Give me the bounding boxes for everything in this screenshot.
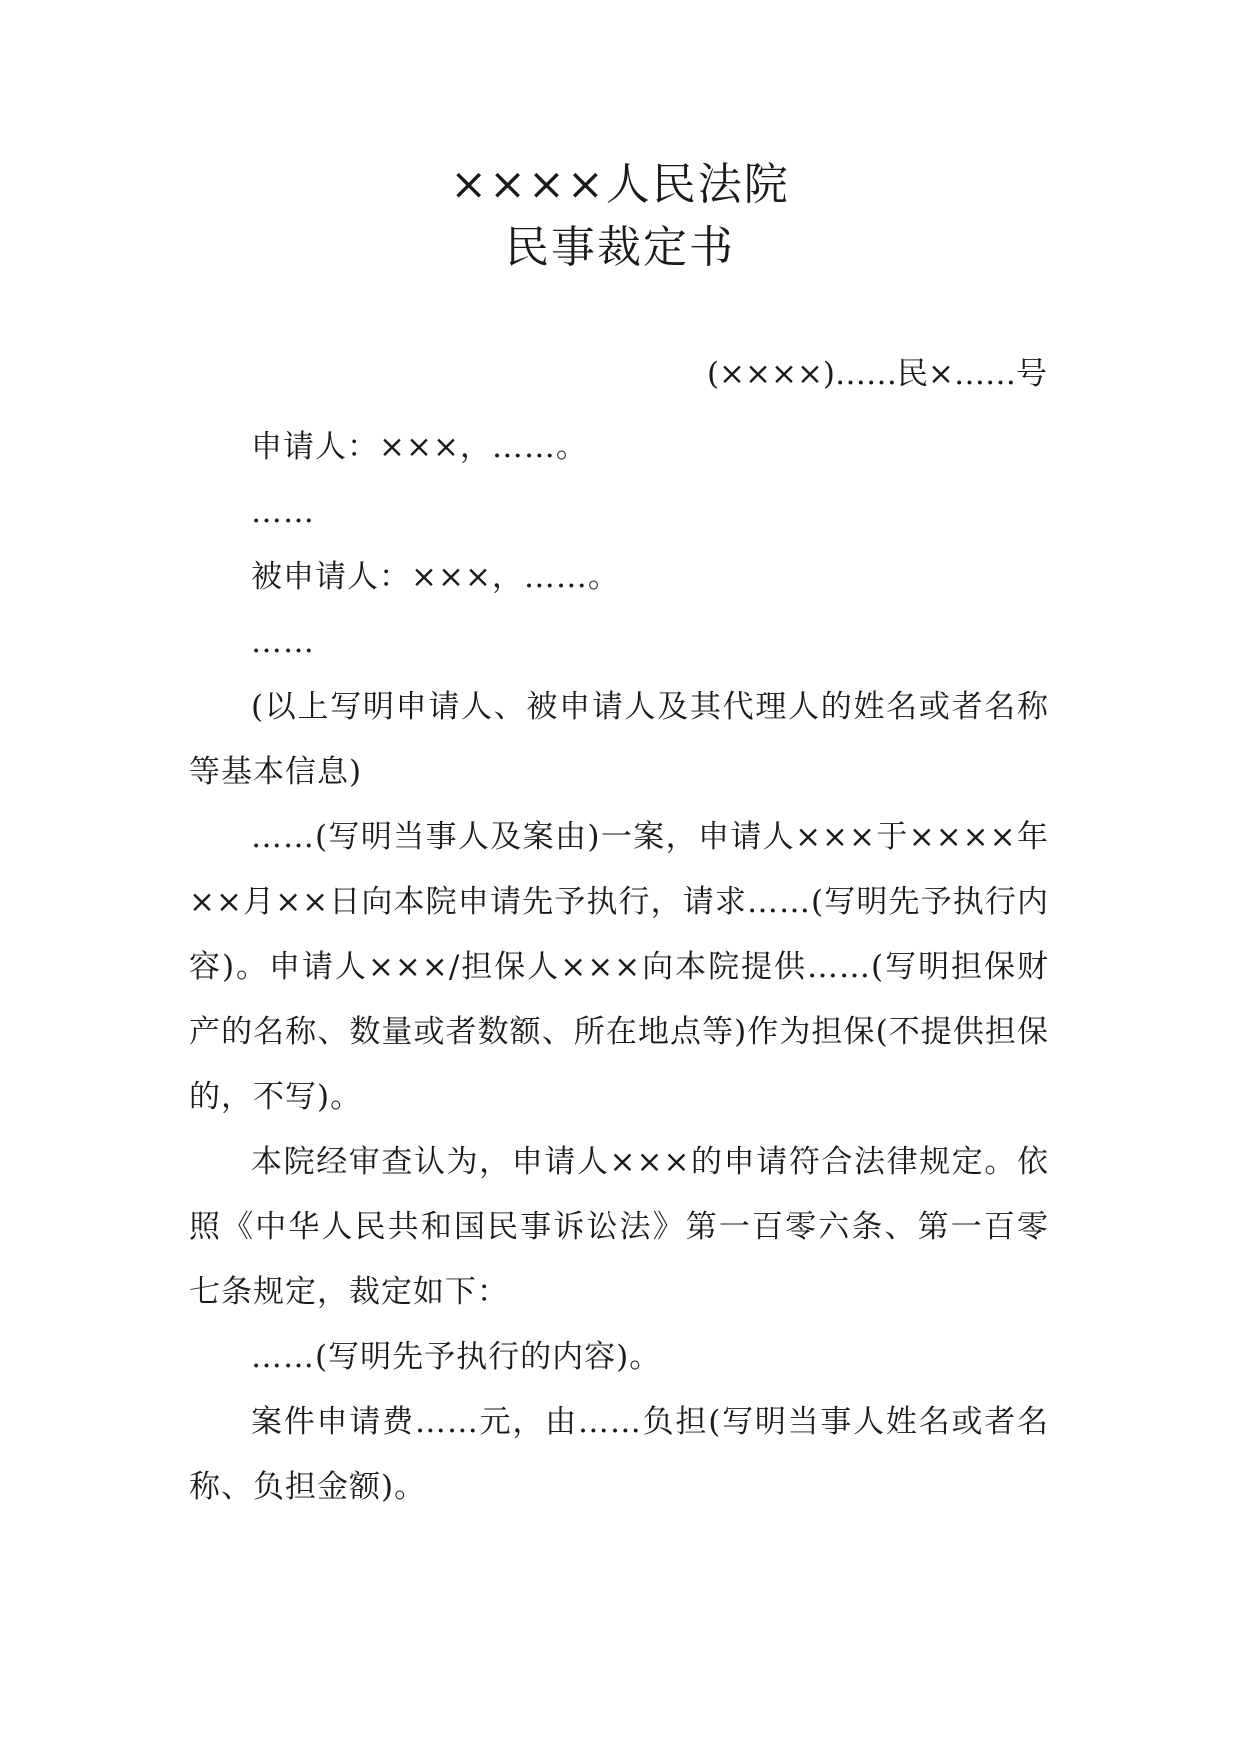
parties-note: (以上写明申请人、被申请人及其代理人的姓名或者名称等基本信息) [189, 689, 1049, 790]
document-type-title: 民事裁定书 [505, 222, 735, 273]
ellipsis-line: …… [251, 624, 315, 660]
fee-paragraph: 案件申请费……元，由……负担(写明当事人姓名或者名称、负担金额)。 [189, 1404, 1049, 1505]
court-reasoning-paragraph: 本院经审查认为，申请人×××的申请符合法律规定。依照《中华人民共和国民事诉讼法》第一百零六条、第一百零七条规定，裁定如下： [189, 1144, 1049, 1310]
case-facts-paragraph: ……(写明当事人及案由)一案，申请人×××于××××年××月××日向本院申请先予执行，请求……(写明先予执行内容)。申请人×××/担保人×××向本院提供……(写明担保财产的名称、数量或者数额、所在地点等)作为担保(不提供担保的，不写)。 [189, 819, 1049, 1115]
ruling-content: ……(写明先予执行的内容)。 [251, 1339, 662, 1375]
ellipsis-line: …… [251, 494, 315, 530]
document-body [189, 415, 1049, 1520]
case-number: (××××)……民×……号 [706, 356, 1047, 392]
court-title: ××××人民法院 [450, 159, 790, 210]
respondent-line: 被申请人：×××，……。 [251, 559, 620, 595]
applicant-line: 申请人：×××，……。 [251, 429, 588, 465]
